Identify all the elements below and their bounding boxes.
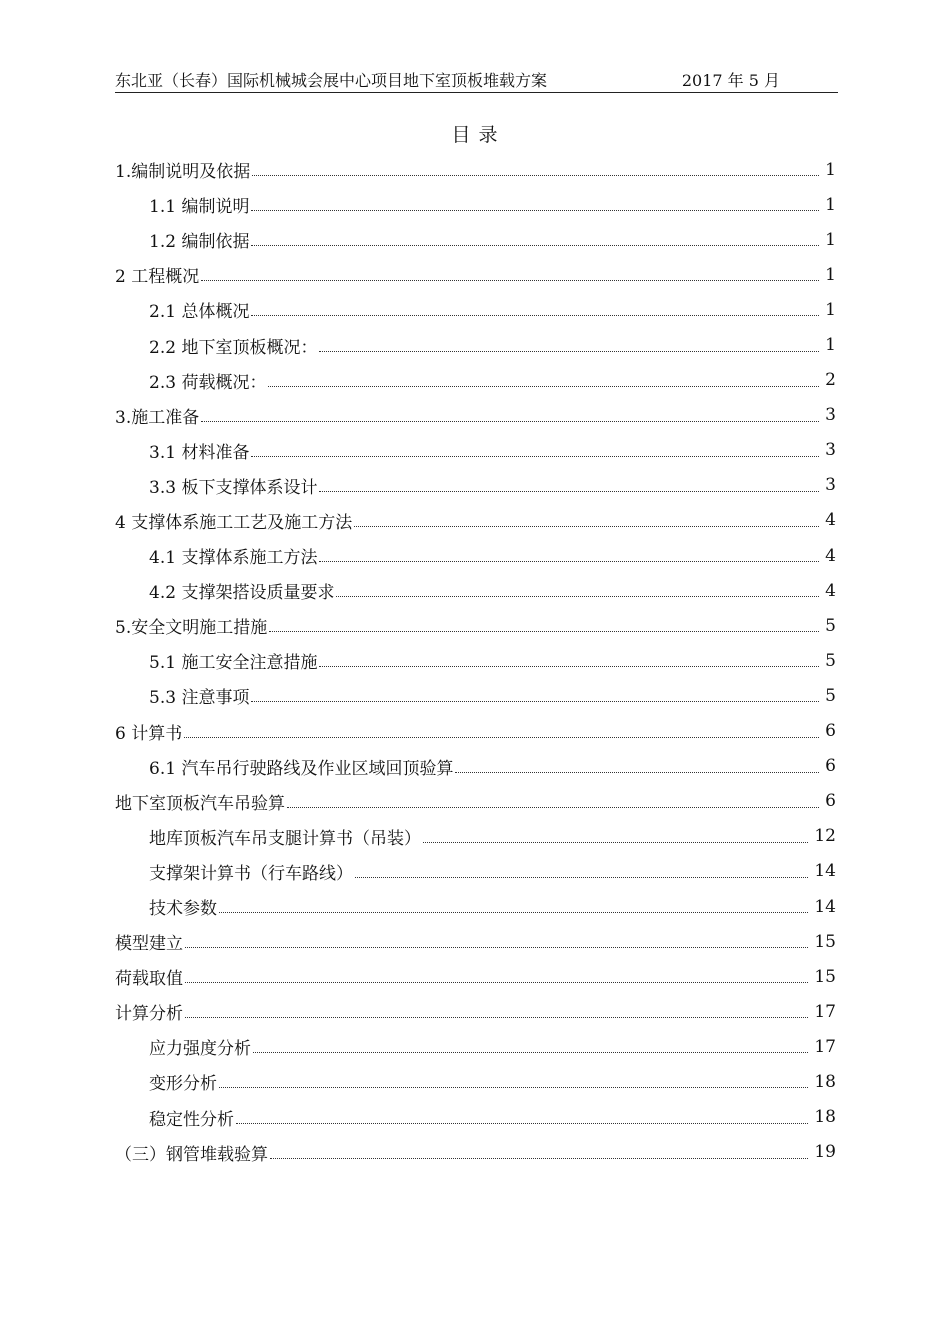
- toc-leader-dots: [251, 456, 819, 457]
- toc-entry[interactable]: [115, 1064, 838, 1099]
- toc-leader-dots: [251, 210, 819, 211]
- toc-entry[interactable]: [115, 327, 838, 362]
- table-of-contents: [115, 152, 838, 1170]
- toc-entry-label: 荷载取值: [115, 969, 183, 990]
- toc-entry[interactable]: [115, 784, 838, 819]
- toc-entry-label: 2.3 荷载概况：: [149, 372, 267, 393]
- toc-entry-label: 5.3 注意事项: [149, 688, 250, 709]
- toc-entry-label: 3.1 材料准备: [149, 442, 250, 463]
- header-title: 东北亚（长春）国际机械城会展中心项目地下室顶板堆载方案: [115, 71, 548, 90]
- toc-entry[interactable]: [115, 749, 838, 784]
- toc-entry[interactable]: [115, 714, 838, 749]
- toc-entry[interactable]: [115, 573, 838, 608]
- toc-heading: 目 录: [451, 124, 499, 146]
- toc-entry[interactable]: [115, 994, 838, 1029]
- toc-leader-dots: [251, 245, 819, 246]
- toc-entry[interactable]: [115, 643, 838, 678]
- toc-leader-dots: [319, 351, 819, 352]
- toc-entry[interactable]: [115, 819, 838, 854]
- toc-entry[interactable]: [115, 924, 838, 959]
- toc-entry[interactable]: [115, 292, 838, 327]
- toc-entry-label: 4 支撑体系施工工艺及施工方法: [115, 512, 353, 533]
- toc-entry-label: 6.1 汽车吊行驶路线及作业区域回顶验算: [149, 758, 454, 779]
- toc-leader-dots: [319, 491, 819, 492]
- toc-leader-dots: [455, 772, 819, 773]
- toc-leader-dots: [252, 175, 819, 176]
- toc-entry-label: 2 工程概况: [115, 267, 200, 288]
- toc-entry-page: 4: [825, 545, 836, 566]
- toc-leader-dots: [423, 842, 808, 843]
- toc-entry-label: 支撑架计算书（行车路线）: [149, 863, 353, 884]
- toc-entry-page: 1: [825, 159, 836, 180]
- toc-entry-label: 4.2 支撑架搭设质量要求: [149, 583, 335, 604]
- toc-entry-page: 14: [814, 861, 836, 882]
- toc-entry-label: 6 计算书: [115, 723, 183, 744]
- toc-entry-page: 5: [825, 615, 836, 636]
- toc-entry-page: 6: [825, 721, 836, 742]
- toc-entry-page: 3: [825, 475, 836, 496]
- toc-entry-label: 3.施工准备: [115, 407, 200, 428]
- toc-entry-label: 计算分析: [115, 1004, 183, 1025]
- toc-entry[interactable]: [115, 1029, 838, 1064]
- toc-entry[interactable]: [115, 433, 838, 468]
- toc-entry-label: （三）钢管堆载验算: [115, 1144, 268, 1165]
- toc-entry[interactable]: [115, 854, 838, 889]
- toc-entry[interactable]: [115, 1135, 838, 1170]
- toc-entry-page: 6: [825, 791, 836, 812]
- toc-entry-page: 5: [825, 685, 836, 706]
- toc-entry[interactable]: [115, 678, 838, 713]
- toc-entry-label: 1.编制说明及依据: [115, 162, 251, 183]
- toc-leader-dots: [201, 421, 819, 422]
- toc-entry-page: 15: [814, 931, 836, 952]
- toc-entry[interactable]: [115, 608, 838, 643]
- toc-entry-label: 稳定性分析: [149, 1109, 234, 1130]
- toc-leader-dots: [270, 1158, 808, 1159]
- toc-entry[interactable]: [115, 889, 838, 924]
- toc-entry-label: 1.1 编制说明: [149, 197, 250, 218]
- toc-leader-dots: [336, 596, 819, 597]
- toc-entry-page: 17: [814, 1036, 836, 1057]
- toc-entry-label: 变形分析: [149, 1074, 217, 1095]
- toc-entry[interactable]: [115, 959, 838, 994]
- toc-entry-page: 14: [814, 896, 836, 917]
- toc-entry-page: 1: [825, 264, 836, 285]
- toc-entry-label: 5.1 施工安全注意措施: [149, 653, 318, 674]
- toc-entry-page: 18: [814, 1071, 836, 1092]
- toc-entry-page: 6: [825, 756, 836, 777]
- toc-entry-label: 4.1 支撑体系施工方法: [149, 548, 318, 569]
- toc-leader-dots: [185, 982, 808, 983]
- header-date: 2017 年 5 月: [681, 71, 780, 90]
- toc-leader-dots: [253, 1052, 808, 1053]
- toc-entry-label: 应力强度分析: [149, 1039, 251, 1060]
- toc-entry[interactable]: [115, 187, 838, 222]
- page-header: [115, 68, 838, 93]
- toc-entry-page: 1: [825, 299, 836, 320]
- toc-entry-page: 1: [825, 194, 836, 215]
- toc-entry[interactable]: [115, 1100, 838, 1135]
- toc-leader-dots: [251, 701, 819, 702]
- toc-entry[interactable]: [115, 468, 838, 503]
- toc-entry-page: 3: [825, 440, 836, 461]
- toc-leader-dots: [269, 631, 819, 632]
- toc-entry-label: 技术参数: [149, 899, 217, 920]
- toc-entry-page: 12: [814, 826, 836, 847]
- toc-leader-dots: [185, 947, 808, 948]
- toc-leader-dots: [201, 280, 819, 281]
- toc-leader-dots: [268, 386, 819, 387]
- toc-leader-dots: [184, 737, 819, 738]
- toc-entry[interactable]: [115, 152, 838, 187]
- toc-entry-label: 5.安全文明施工措施: [115, 618, 268, 639]
- toc-entry-label: 1.2 编制依据: [149, 232, 250, 253]
- toc-leader-dots: [185, 1017, 808, 1018]
- toc-entry-page: 19: [814, 1142, 836, 1163]
- toc-entry-label: 模型建立: [115, 934, 183, 955]
- toc-entry-page: 15: [814, 966, 836, 987]
- toc-entry-page: 18: [814, 1107, 836, 1128]
- toc-entry[interactable]: [115, 257, 838, 292]
- toc-entry[interactable]: [115, 503, 838, 538]
- toc-entry-label: 地库顶板汽车吊支腿计算书（吊装）: [149, 828, 421, 849]
- toc-entry-label: 3.3 板下支撑体系设计: [149, 477, 318, 498]
- toc-entry[interactable]: [115, 398, 838, 433]
- toc-leader-dots: [219, 1087, 808, 1088]
- toc-entry-label: 2.2 地下室顶板概况：: [149, 337, 318, 358]
- toc-entry-page: 1: [825, 229, 836, 250]
- toc-leader-dots: [319, 666, 819, 667]
- toc-entry-page: 3: [825, 405, 836, 426]
- toc-leader-dots: [355, 877, 808, 878]
- toc-entry-page: 5: [825, 650, 836, 671]
- toc-leader-dots: [354, 526, 819, 527]
- toc-entry-page: 2: [825, 370, 836, 391]
- toc-entry-label: 地下室顶板汽车吊验算: [115, 793, 285, 814]
- toc-entry[interactable]: [115, 222, 838, 257]
- toc-leader-dots: [319, 561, 819, 562]
- toc-entry[interactable]: [115, 538, 838, 573]
- toc-entry-page: 1: [825, 335, 836, 356]
- toc-entry-label: 2.1 总体概况: [149, 302, 250, 323]
- toc-leader-dots: [219, 912, 808, 913]
- toc-leader-dots: [287, 807, 819, 808]
- toc-entry-page: 17: [814, 1001, 836, 1022]
- toc-entry[interactable]: [115, 363, 838, 398]
- toc-entry-page: 4: [825, 580, 836, 601]
- toc-entry-page: 4: [825, 510, 836, 531]
- toc-leader-dots: [251, 315, 819, 316]
- toc-leader-dots: [236, 1123, 808, 1124]
